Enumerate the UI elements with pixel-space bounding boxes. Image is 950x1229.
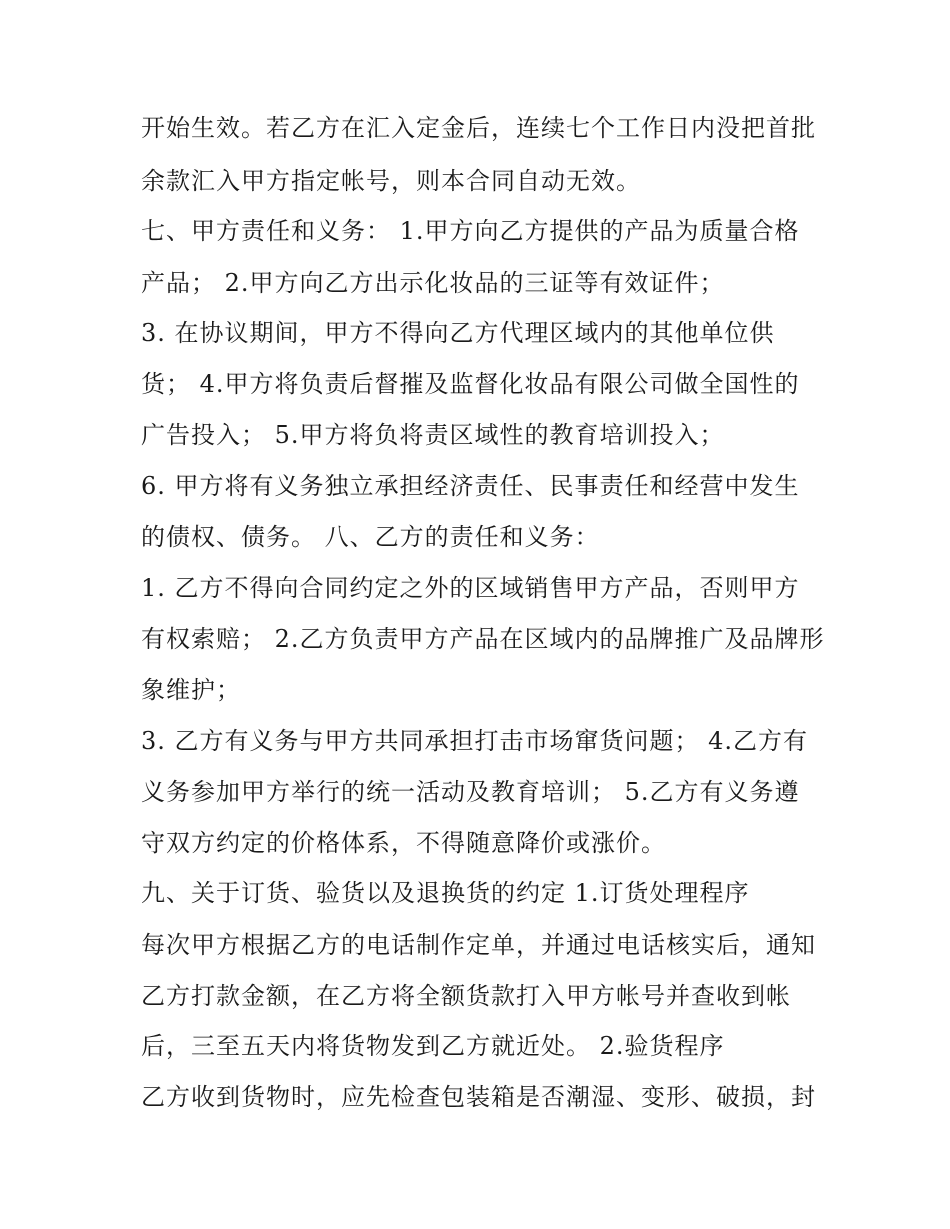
text-line: 乙方收到货物时，应先检查包装箱是否潮湿、变形、破损，封: [141, 1083, 816, 1111]
text-line: 余款汇入甲方指定帐号，则本合同自动无效。: [141, 167, 641, 195]
text-line: 乙方打款金额，在乙方将全额货款打入甲方帐号并查收到帐: [141, 982, 791, 1010]
text-line: 广告投入； 5.甲方将负将责区域性的教育培训投入；: [141, 421, 725, 449]
text-line: 1. 乙方不得向合同约定之外的区域销售甲方产品，否则甲方: [141, 574, 800, 602]
text-line: 象维护；: [141, 676, 241, 704]
text-line: 每次甲方根据乙方的电话制作定单，并通过电话核实后，通知: [141, 931, 816, 959]
text-line: 后，三至五天内将货物发到乙方就近处。 2.验货程序: [141, 1032, 725, 1060]
text-line: 九、关于订货、验货以及退换货的约定 1.订货处理程序: [141, 879, 750, 907]
text-line: 有权索赔； 2.乙方负责甲方产品在区域内的品牌推广及品牌形: [141, 625, 825, 653]
text-line: 守双方约定的价格体系，不得随意降价或涨价。: [141, 829, 666, 857]
text-line: 货； 4.甲方将负责后督摧及监督化妆品有限公司做全国性的: [141, 370, 800, 398]
text-line: 七、甲方责任和义务： 1.甲方向乙方提供的产品为质量合格: [141, 217, 800, 245]
text-line: 开始生效。若乙方在汇入定金后，连续七个工作日内没把首批: [141, 114, 816, 142]
text-line: 产品； 2.甲方向乙方出示化妆品的三证等有效证件；: [141, 269, 725, 297]
text-line: 3. 在协议期间，甲方不得向乙方代理区域内的其他单位供: [141, 319, 775, 347]
text-line: 6. 甲方将有义务独立承担经济责任、民事责任和经营中发生: [141, 472, 800, 500]
text-line: 义务参加甲方举行的统一活动及教育培训； 5.乙方有义务遵: [141, 778, 800, 806]
text-line: 的债权、债务。 八、乙方的责任和义务：: [141, 523, 600, 551]
text-line: 3. 乙方有义务与甲方共同承担打击市场窜货问题； 4.乙方有: [141, 727, 809, 755]
